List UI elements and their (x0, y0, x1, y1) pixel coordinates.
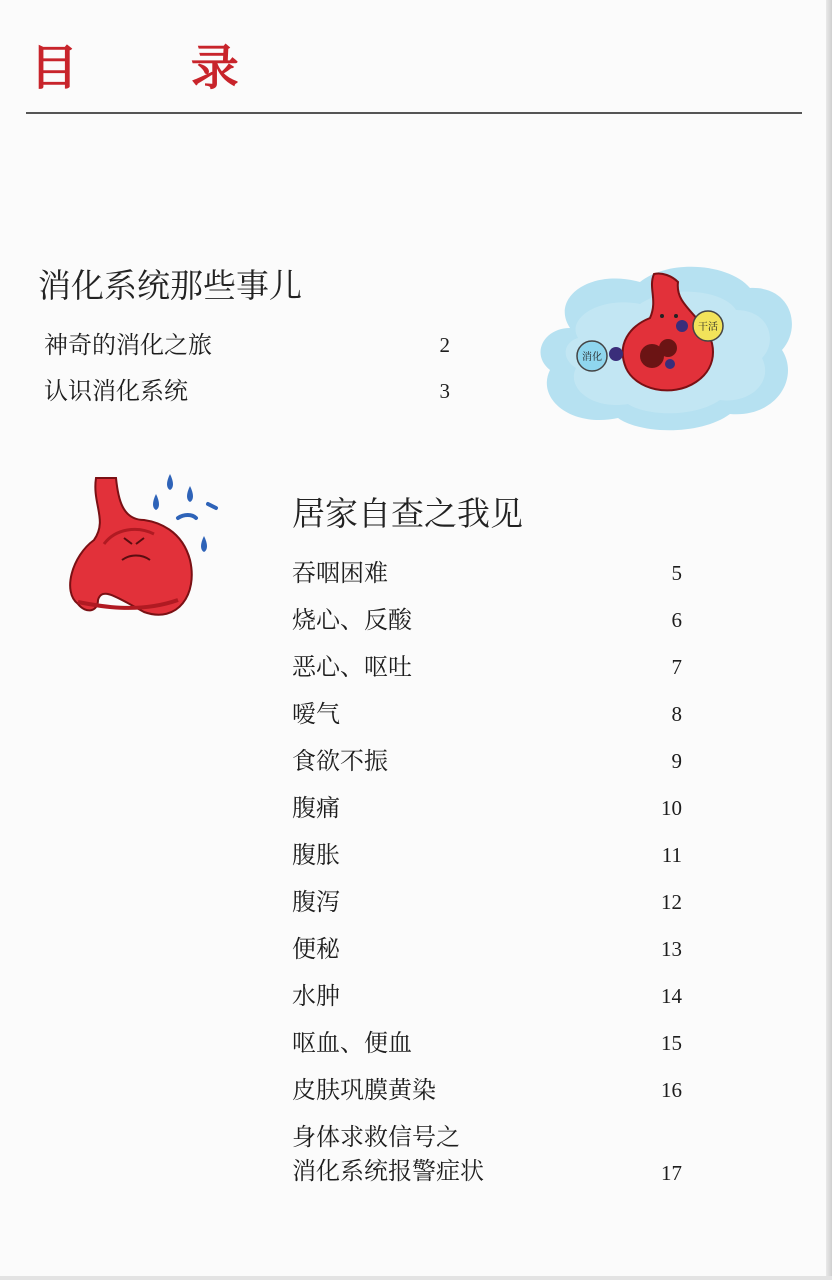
toc-entry-label: 呕血、便血 (292, 1029, 412, 1057)
toc-entry-page: 15 (661, 1031, 682, 1055)
toc-entry-label: 腹痛 (292, 794, 340, 822)
toc-entry[interactable] (292, 1075, 692, 1109)
toc-entry[interactable] (292, 981, 692, 1015)
toc-entry[interactable] (292, 887, 692, 921)
section-title-self-check: 居家自查之我见 (292, 494, 523, 533)
toc-entry-page: 16 (661, 1078, 682, 1102)
toc-entry[interactable] (292, 840, 692, 874)
toc-entry-label: 神奇的消化之旅 (44, 331, 212, 359)
toc-entry-label-line2: 消化系统报警症状 (292, 1157, 484, 1185)
toc-entry[interactable] (292, 652, 692, 686)
toc-entry-label: 便秘 (292, 935, 340, 963)
stomach-with-bubbles-icon (530, 258, 802, 438)
toc-entry-page: 9 (671, 749, 682, 773)
toc-entry-page: 13 (661, 937, 682, 961)
toc-entry-label-line1: 身体求救信号之 (292, 1123, 460, 1151)
toc-entry[interactable] (44, 330, 454, 364)
header-divider (26, 112, 802, 114)
toc-entry-label: 认识消化系统 (44, 377, 188, 405)
toc-entry[interactable] (292, 558, 692, 592)
toc-entry-label: 腹胀 (292, 841, 340, 869)
toc-entry-page: 12 (661, 890, 682, 914)
toc-entry[interactable] (44, 376, 454, 410)
toc-entry-label: 烧心、反酸 (292, 606, 412, 634)
bubble-right-text: 干活 (698, 322, 718, 333)
toc-entry[interactable] (292, 1028, 692, 1062)
toc-entry[interactable] (292, 699, 692, 733)
page-edge (826, 0, 832, 1280)
toc-entry-page: 6 (671, 608, 682, 632)
toc-entry-page: 14 (661, 984, 682, 1008)
toc-entry-page: 2 (439, 333, 450, 357)
toc-entry-label: 恶心、呕吐 (292, 653, 412, 681)
page-bottom-edge (0, 1276, 832, 1280)
toc-entry-page: 17 (661, 1161, 682, 1185)
bubble-left-text: 消化 (582, 352, 602, 363)
page-title: 目 录 (30, 40, 287, 96)
toc-entry[interactable] (292, 793, 692, 827)
toc-entry[interactable] (292, 605, 692, 639)
toc-entry-page: 3 (439, 379, 450, 403)
sad-stomach-icon (58, 464, 228, 620)
toc-entry-label: 食欲不振 (292, 747, 388, 775)
toc-entry-page: 8 (671, 702, 682, 726)
toc-entry-page: 5 (671, 561, 682, 585)
toc-entry-label: 嗳气 (292, 700, 340, 728)
toc-entry-page: 7 (671, 655, 682, 679)
toc-entry-page: 11 (661, 843, 682, 867)
toc-entry-multiline[interactable] (292, 1120, 692, 1192)
toc-entry[interactable] (292, 746, 692, 780)
section-title-digestive-system: 消化系统那些事儿 (38, 266, 302, 305)
toc-entry-label: 水肿 (292, 982, 340, 1010)
toc-entry-page: 10 (661, 796, 682, 820)
toc-entry-label: 皮肤巩膜黄染 (292, 1076, 436, 1104)
toc-entry[interactable] (292, 934, 692, 968)
toc-entry-label: 吞咽困难 (292, 559, 388, 587)
toc-entry-label: 腹泻 (292, 888, 340, 916)
